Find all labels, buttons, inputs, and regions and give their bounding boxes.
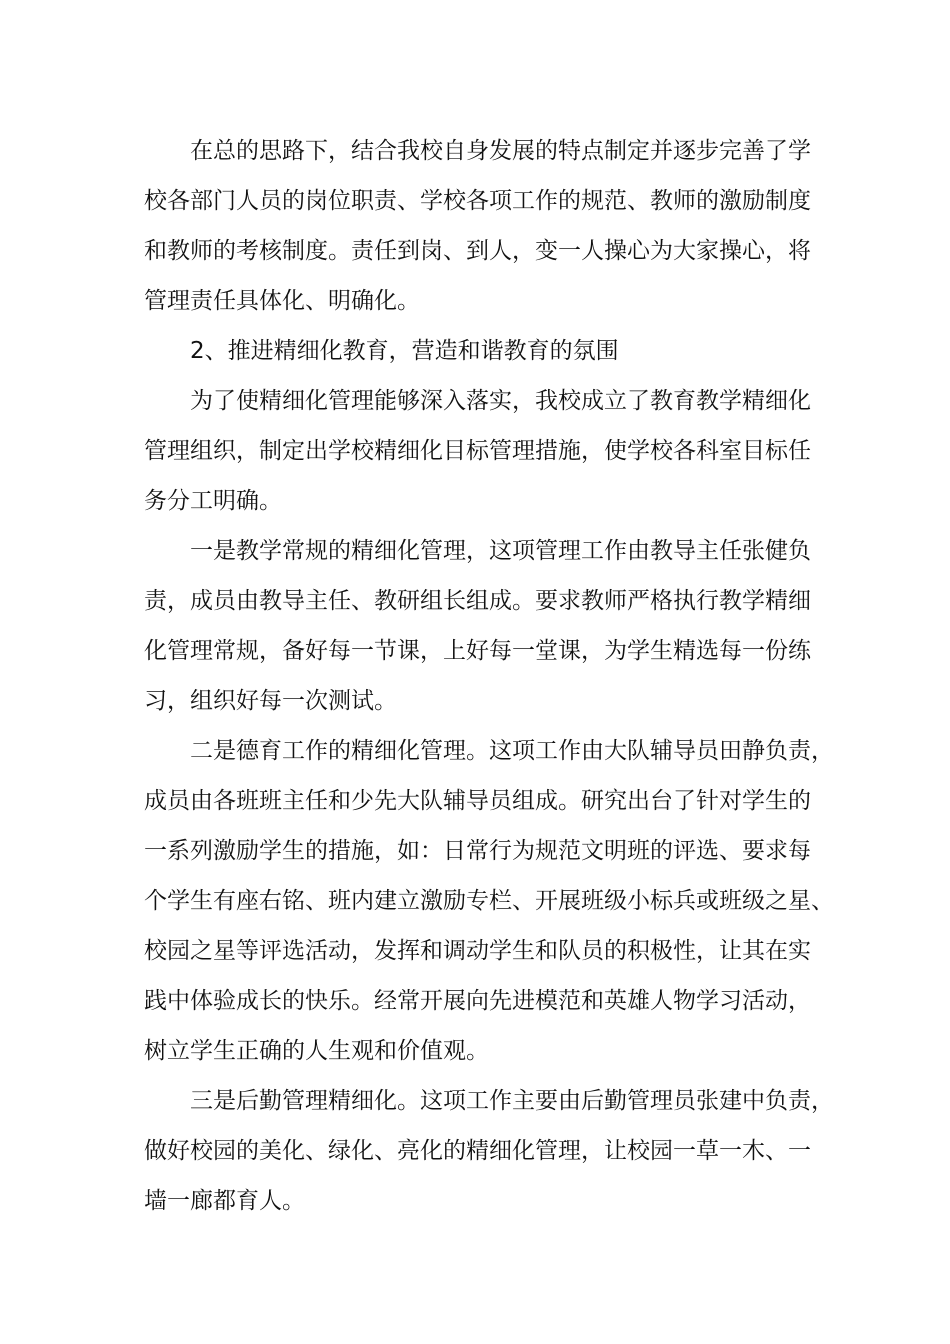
paragraph-line: 一是教学常规的精细化管理，这项管理工作由教导主任张健负 bbox=[190, 538, 811, 564]
paragraph-line: 管理组织，制定出学校精细化目标管理措施，使学校各科室目标任 bbox=[144, 438, 811, 464]
paragraph-line: 化管理常规，备好每一节课，上好每一堂课，为学生精选每一份练 bbox=[144, 638, 811, 664]
paragraph-line: 校各部门人员的岗位职责、学校各项工作的规范、教师的激励制度 bbox=[144, 188, 811, 214]
paragraph-line: 成员由各班班主任和少先大队辅导员组成。研究出台了针对学生的 bbox=[144, 788, 811, 814]
paragraph-line: 个学生有座右铭、班内建立激励专栏、开展班级小标兵或班级之星、 bbox=[144, 888, 834, 914]
paragraph-line: 在总的思路下，结合我校自身发展的特点制定并逐步完善了学 bbox=[190, 138, 811, 164]
paragraph-line: 为了使精细化管理能够深入落实，我校成立了教育教学精细化 bbox=[190, 388, 811, 414]
paragraph-line: 一系列激励学生的措施，如：日常行为规范文明班的评选、要求每 bbox=[144, 838, 811, 864]
paragraph-line: 和教师的考核制度。责任到岗、到人，变一人操心为大家操心，将 bbox=[144, 238, 811, 264]
paragraph-line: 践中体验成长的快乐。经常开展向先进模范和英雄人物学习活动， bbox=[144, 988, 811, 1014]
paragraph-line: 责，成员由教导主任、教研组长组成。要求教师严格执行教学精细 bbox=[144, 588, 811, 614]
paragraph-line: 做好校园的美化、绿化、亮化的精细化管理，让校园一草一木、一 bbox=[144, 1138, 811, 1164]
paragraph-line: 树立学生正确的人生观和价值观。 bbox=[144, 1038, 489, 1064]
paragraph-line: 二是德育工作的精细化管理。这项工作由大队辅导员田静负责， bbox=[190, 738, 834, 764]
paragraph-line: 管理责任具体化、明确化。 bbox=[144, 288, 420, 314]
section-heading: 2、推进精细化教育，营造和谐教育的氛围 bbox=[190, 338, 619, 364]
paragraph-line: 三是后勤管理精细化。这项工作主要由后勤管理员张建中负责， bbox=[190, 1088, 834, 1114]
paragraph-line: 校园之星等评选活动，发挥和调动学生和队员的积极性，让其在实 bbox=[144, 938, 811, 964]
paragraph-line: 习，组织好每一次测试。 bbox=[144, 688, 397, 714]
document-body bbox=[144, 126, 834, 1226]
paragraph-line: 务分工明确。 bbox=[144, 488, 282, 514]
paragraph-line: 墙一廊都育人。 bbox=[144, 1188, 305, 1214]
